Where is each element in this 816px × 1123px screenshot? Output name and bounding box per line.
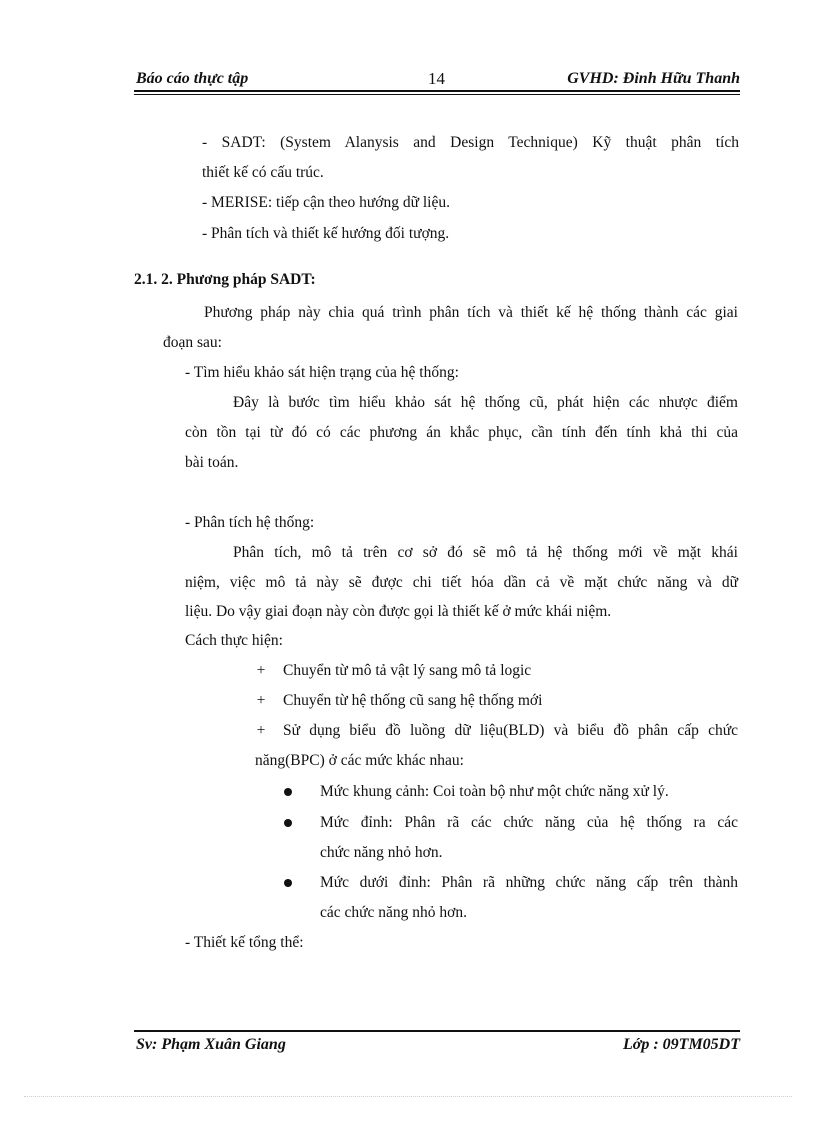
plus-item-2: Chuyển từ hệ thống cũ sang hệ thống mới xyxy=(283,692,543,709)
section-intro-line2: đoạn sau: xyxy=(163,334,222,351)
analysis-line3: liệu. Do vậy giai đoạn này còn được gọi là thiết kế ở mức khái niệm. xyxy=(185,603,612,620)
header-supervisor: GVHD: Đinh Hữu Thanh xyxy=(567,70,740,87)
footer-student: Sv: Phạm Xuân Giang xyxy=(136,1036,286,1053)
analysis-title: - Phân tích hệ thống: xyxy=(185,514,315,531)
plus-marker: + xyxy=(256,692,266,709)
plus-item-1: Chuyển từ mô tả vật lý sang mô tả logic xyxy=(283,662,532,679)
intro-item-merise: - MERISE: tiếp cận theo hướng dữ liệu. xyxy=(202,194,450,211)
bullet-item-2-line1: Mức đỉnh: Phân rã các chức năng của hệ thống ra các xyxy=(320,814,738,831)
bullet-dot xyxy=(284,788,292,796)
intro-item-sadt-cont: thiết kế có cấu trúc. xyxy=(202,164,324,181)
header-rule-thick xyxy=(134,90,740,92)
survey-line2: còn tồn tại từ đó có các phương án khắc phục, cần tính đến tính khả thi của xyxy=(185,424,738,441)
survey-line1: Đây là bước tìm hiểu khảo sát hệ thống cũ, phát hiện các nhược điểm xyxy=(233,394,738,411)
bullet-dot xyxy=(284,879,292,887)
bullet-item-3-line1: Mức dưới đỉnh: Phân rã những chức năng cấp trên thành xyxy=(320,874,738,891)
header-rule-thin xyxy=(134,94,740,95)
section-heading: 2.1. 2. Phương pháp SADT: xyxy=(134,271,316,288)
header-title: Báo cáo thực tập xyxy=(136,70,249,87)
footer-class: Lớp : 09TM05DT xyxy=(622,1036,740,1053)
bullet-item-2-line2: chức năng nhỏ hơn. xyxy=(320,844,443,861)
analysis-line2: niệm, việc mô tả này sẽ được chi tiết hóa dần cả về mặt chức năng và dữ xyxy=(185,574,738,591)
analysis-line1: Phân tích, mô tả trên cơ sở đó sẽ mô tả hệ thống mới về mặt khái xyxy=(233,544,738,561)
plus-marker: + xyxy=(256,662,266,679)
plus-marker: + xyxy=(256,722,266,739)
bullet-item-1: Mức khung cảnh: Coi toàn bộ như một chức năng xử lý. xyxy=(320,783,669,800)
bullet-dot xyxy=(284,819,292,827)
intro-item-sadt: - SADT: (System Alanysis and Design Technique) Kỹ thuật phân tích xyxy=(202,134,739,151)
bullet-item-3-line2: các chức năng nhỏ hơn. xyxy=(320,904,468,921)
plus-item-3-line2: năng(BPC) ở các mức khác nhau: xyxy=(255,752,464,769)
intro-item-oop: - Phân tích và thiết kế hướng đối tượng. xyxy=(202,225,450,242)
page-number: 14 xyxy=(428,69,445,88)
page-edge-divider xyxy=(24,1096,792,1097)
survey-title: - Tìm hiểu khảo sát hiện trạng của hệ thống: xyxy=(185,364,459,381)
design-title: - Thiết kế tổng thể: xyxy=(185,934,304,951)
footer-rule xyxy=(134,1030,740,1032)
method-label: Cách thực hiện: xyxy=(185,632,283,649)
section-intro-line1: Phương pháp này chia quá trình phân tích và thiết kế hệ thống thành các giai xyxy=(204,304,738,321)
plus-item-3-line1: Sử dụng biểu đồ luồng dữ liệu(BLD) và biểu đồ phân cấp chức xyxy=(283,722,738,739)
survey-line3: bài toán. xyxy=(185,454,239,471)
